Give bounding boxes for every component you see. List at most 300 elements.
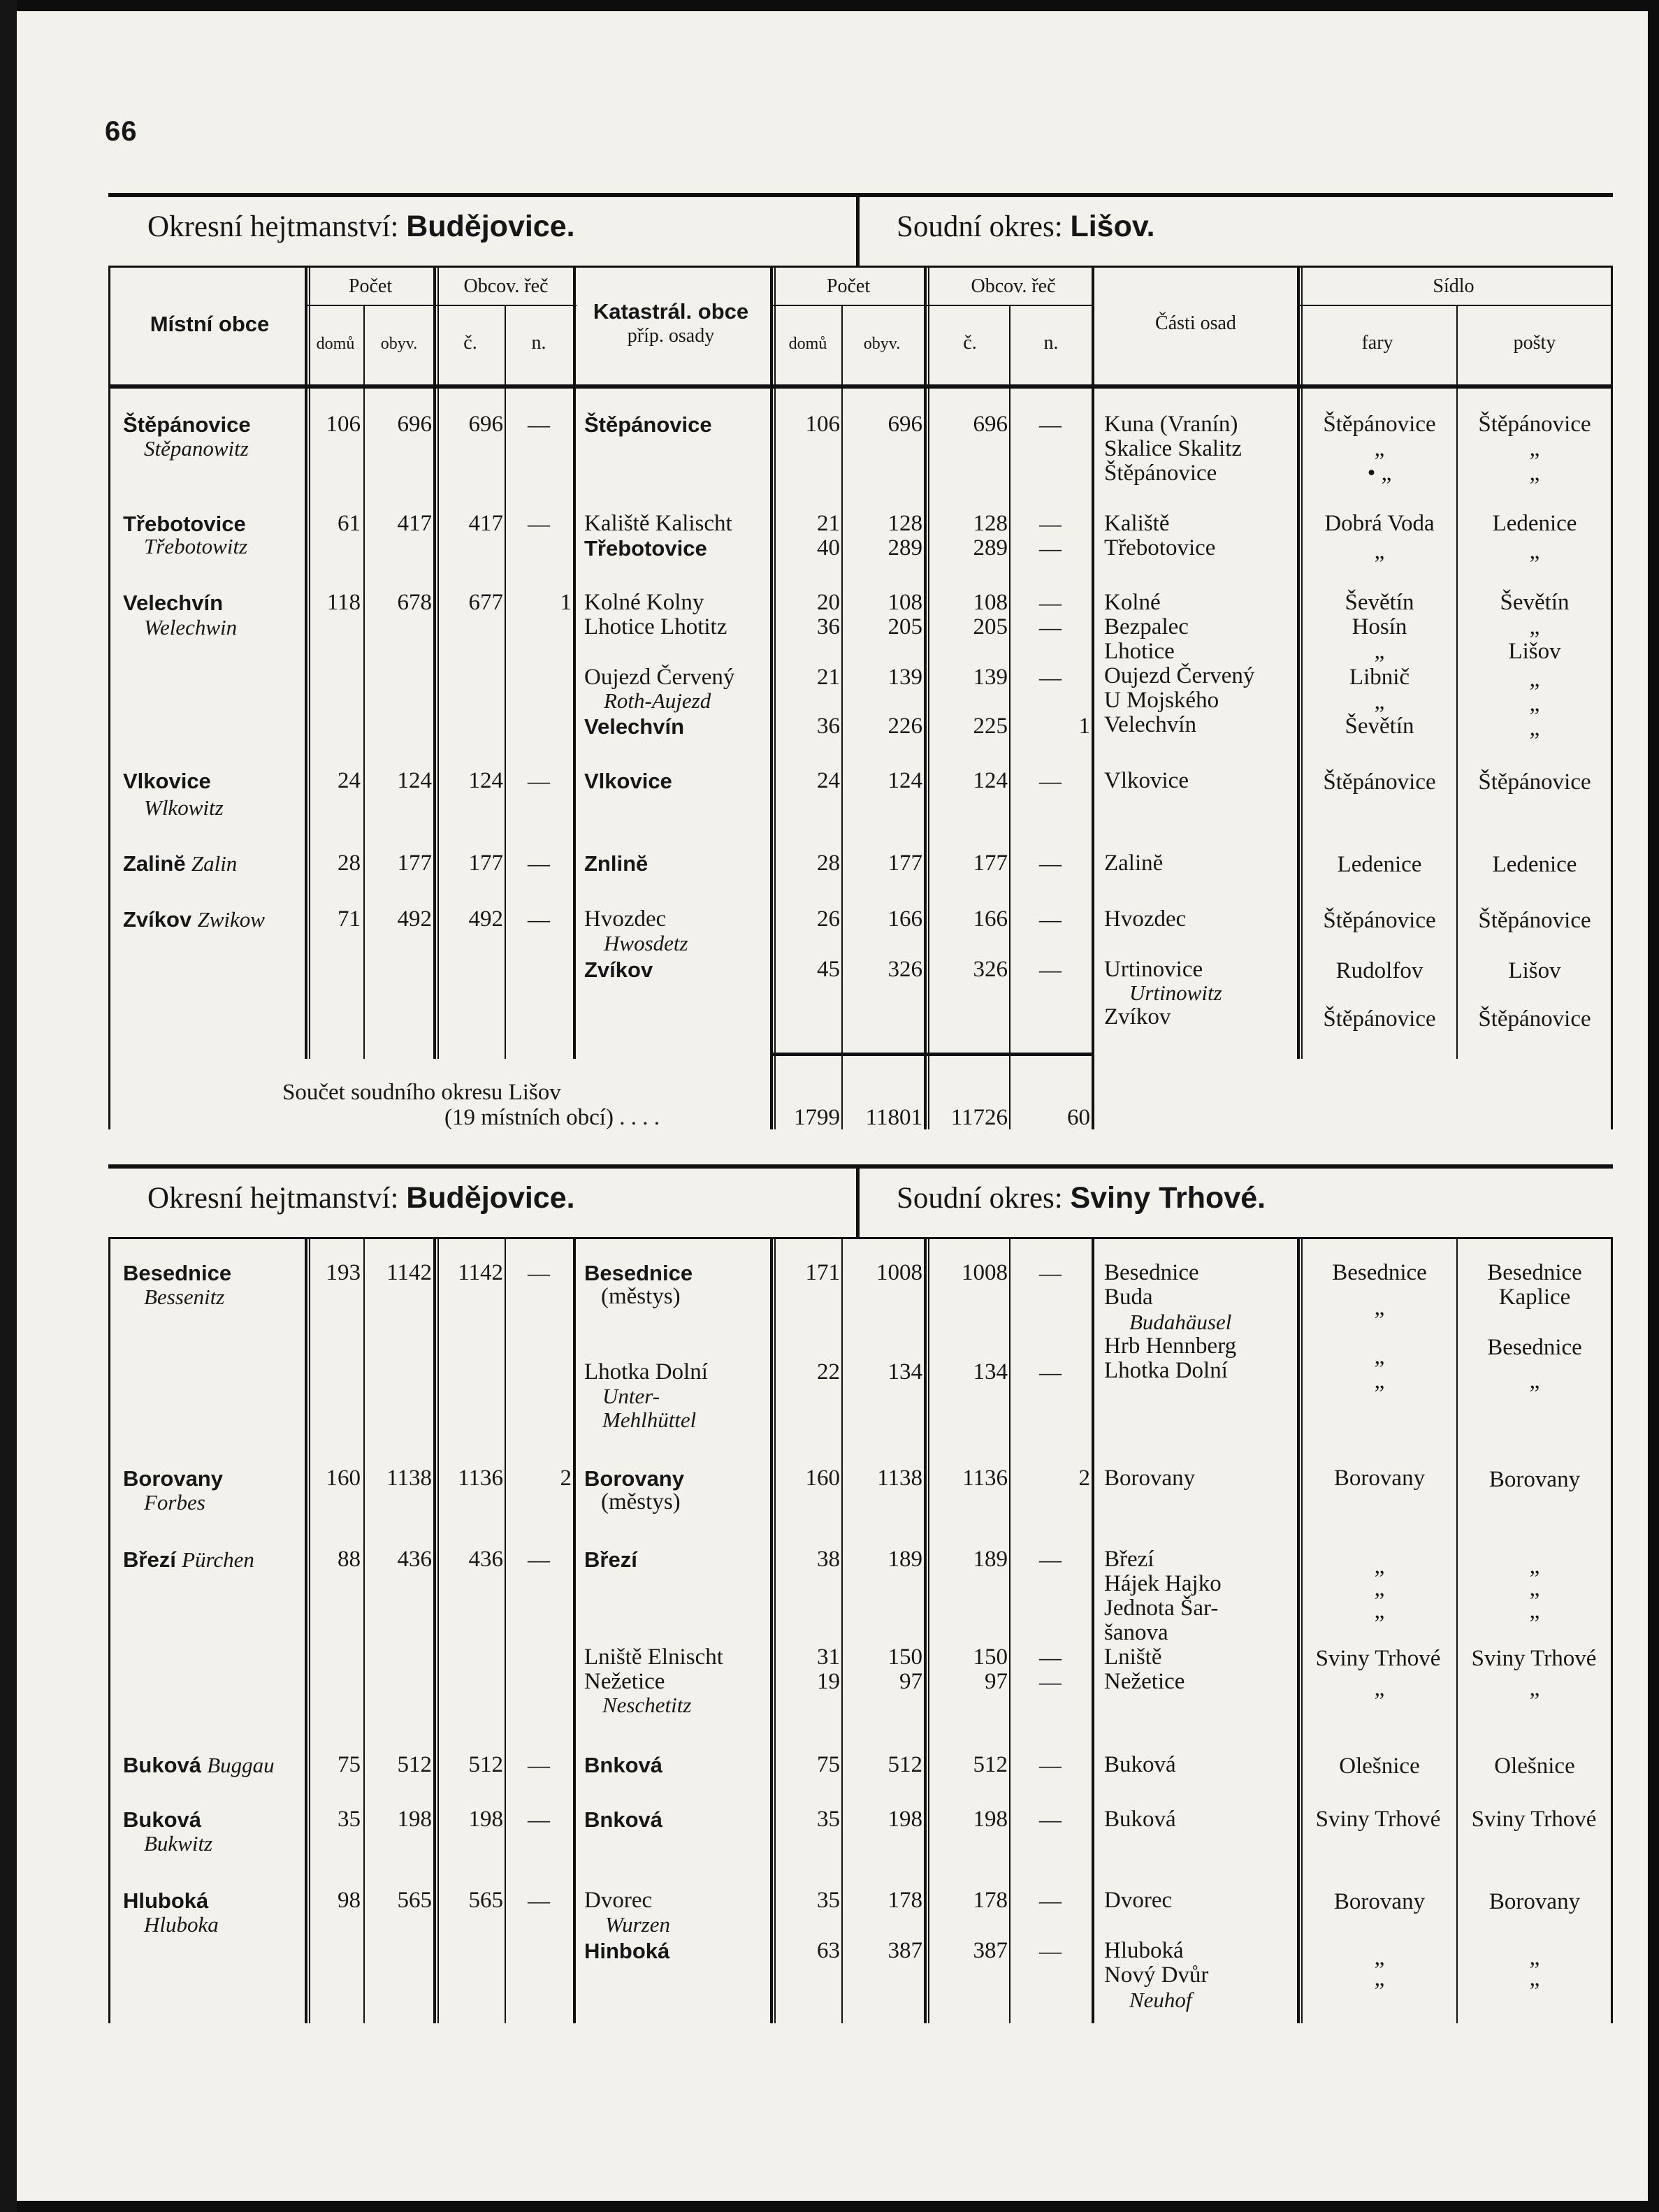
table-cell: 160 (326, 1466, 361, 1491)
table-cell: 36 (817, 614, 840, 639)
table-cell: „ (1529, 461, 1540, 486)
table-cell: Březí Pürchen (123, 1547, 254, 1572)
table-cell: Lhotice Lhotitz (584, 614, 727, 639)
table-cell: Borovany (1488, 1889, 1581, 1914)
table-cell: — (528, 1807, 550, 1832)
page-number: 66 (105, 116, 138, 147)
table-cell: — (1039, 665, 1062, 690)
table-cell: 436 (397, 1547, 432, 1572)
table-cell: 225 (973, 714, 1008, 739)
table-cell: Lniště Elnischt (584, 1644, 723, 1670)
rule-line (307, 305, 577, 306)
table-cell: Štěpánovice (1104, 461, 1217, 486)
table-cell: 28 (338, 851, 361, 876)
table-cell: 512 (468, 1752, 503, 1777)
table-cell: 166 (973, 906, 1008, 932)
table-cell: Hluboka (144, 1912, 219, 1937)
table-cell: Lniště (1104, 1644, 1162, 1670)
table-cell: — (1039, 957, 1062, 982)
table-cell: 35 (817, 1807, 840, 1832)
col-header-pocet: Počet (348, 275, 393, 297)
table-cell: 63 (817, 1938, 840, 1963)
rule-line (928, 266, 929, 1129)
page-border-left (0, 0, 17, 2212)
rule-line (108, 266, 110, 1129)
table-cell: „ (1529, 1676, 1540, 1701)
table-cell: „ (1374, 1966, 1385, 1991)
table-cell: „ (1529, 1576, 1540, 1601)
table-cell: Hvozdec (1104, 906, 1187, 932)
table-cell: Hluboká (1104, 1938, 1184, 1963)
col-header-domu-2: domů (788, 335, 827, 353)
col-header-katastral-1: Katastrál. obce (593, 299, 749, 324)
table-cell: „ (1374, 539, 1385, 564)
table-cell: 97 (985, 1669, 1008, 1694)
table-cell: Borovany (1333, 1466, 1426, 1491)
col-header-domu: domů (316, 335, 355, 353)
table-cell: — (528, 906, 550, 932)
summary-label: Součet soudního okresu Lišov (282, 1080, 561, 1105)
table-cell: (městys) (601, 1489, 681, 1515)
table-cell: 198 (973, 1807, 1008, 1832)
table-cell: Vlkovice (123, 769, 211, 793)
table-cell: Znlinĕ (584, 851, 649, 876)
section-header-lisov (108, 193, 1613, 268)
table-cell: Dvorec (1104, 1888, 1173, 1913)
table-cell: Třebotovice (584, 536, 707, 561)
table-cell: 2 (1078, 1466, 1090, 1491)
table-cell: 417 (468, 511, 503, 536)
table-cell: 150 (973, 1644, 1008, 1670)
table-cell: Štěpánovice (1323, 908, 1436, 933)
table-cell: 696 (397, 412, 432, 437)
table-cell: 139 (973, 665, 1008, 690)
table-cell: — (1039, 1669, 1062, 1694)
table-cell: 21 (817, 665, 840, 690)
table-cell: — (1039, 590, 1062, 615)
col-header-posty: pošty (1513, 332, 1556, 354)
table-cell: „ (1529, 667, 1540, 692)
table-cell: 160 (805, 1466, 840, 1491)
district-value: Budějovice. (406, 1181, 575, 1215)
table-cell: • „ (1367, 461, 1392, 486)
table-cell: Buková (1104, 1752, 1176, 1777)
table-cell: Buková (123, 1807, 201, 1832)
table-cell: — (1039, 1938, 1062, 1963)
col-header-obyv-2: obyv. (863, 335, 901, 353)
table-cell: Borovany (584, 1466, 684, 1491)
table-cell: Nežetice (584, 1669, 665, 1694)
court-label: Soudní okres: (897, 1182, 1063, 1215)
table-cell: Bezpalec (1104, 614, 1189, 639)
table-cell: Olešnice (1339, 1754, 1420, 1779)
table-cell: 512 (397, 1752, 432, 1777)
rule-line (924, 1237, 927, 2023)
table-cell: Bnková (584, 1753, 662, 1777)
table-cell: — (528, 1888, 550, 1913)
rule-line (1092, 266, 1094, 1129)
table-cell: 21 (817, 511, 840, 536)
table-cell: „ (1374, 1676, 1385, 1701)
table-cell: 189 (973, 1547, 1008, 1572)
table-cell: 124 (973, 768, 1008, 793)
table-cell: 118 (326, 590, 361, 615)
table-cell: „ (1374, 1368, 1385, 1394)
table-cell: Ševětín (1345, 590, 1414, 615)
table-cell: — (528, 1547, 550, 1572)
rule-line (433, 266, 436, 1059)
rule-line (770, 1237, 773, 2023)
table-cell: — (1039, 614, 1062, 639)
table-cell: „ (1529, 1554, 1540, 1579)
rule-line (924, 266, 927, 1129)
table-cell: Třebotovice (1104, 535, 1216, 561)
table-cell: Nový Dvůr (1104, 1962, 1209, 1988)
district-label: Okresní hejtmanství: (147, 210, 399, 243)
col-header-c: č. (463, 332, 477, 354)
table-cell: Wurzen (605, 1912, 670, 1937)
table-cell: Lišov (1508, 639, 1561, 664)
table-cell: 24 (338, 768, 361, 793)
table-cell: „ (1529, 1966, 1540, 1991)
table-cell: 150 (888, 1644, 922, 1670)
table-cell: „ (1529, 1368, 1540, 1394)
table-cell: „ (1529, 539, 1540, 564)
table-cell: 696 (888, 412, 922, 437)
rule-line (1297, 1237, 1300, 2023)
table-cell: Březí (584, 1547, 637, 1572)
court-value: Sviny Trhové. (1070, 1181, 1266, 1215)
table-cell: Štěpánovice (1478, 412, 1591, 437)
table-cell: 1008 (962, 1260, 1008, 1285)
col-header-c-2: č. (963, 332, 977, 354)
table-cell: — (1039, 1260, 1062, 1285)
table-cell: Zvíkov (584, 957, 653, 982)
table-cell: 677 (468, 590, 503, 615)
table-cell: Štěpánovice (584, 412, 712, 437)
table-cell: — (528, 851, 550, 876)
table-cell: „ (1374, 639, 1385, 664)
table-cell: — (1039, 906, 1062, 932)
table-cell: Štěpánovice (1323, 1006, 1436, 1032)
table-cell: 512 (888, 1752, 922, 1777)
table-cell: Hinboká (584, 1939, 670, 1963)
table-cell: „ (1529, 716, 1540, 741)
table-cell: „ (1529, 1598, 1540, 1624)
table-cell: Besednice (123, 1261, 232, 1285)
table-cell: Ledenice (1337, 852, 1422, 877)
table-cell: Buková Buggau (123, 1753, 275, 1777)
table-cell: 189 (888, 1547, 922, 1572)
table-cell: 139 (888, 665, 922, 690)
table-cell: — (528, 1260, 550, 1285)
rule-line (770, 1053, 1093, 1056)
table-cell: 177 (888, 851, 922, 876)
rule-line (309, 266, 310, 1059)
table-cell: 387 (888, 1938, 922, 1963)
table-cell: 1136 (962, 1466, 1008, 1491)
table-cell: Oujezd Červený (584, 665, 735, 690)
col-header-casti-osad: Části osad (1155, 312, 1236, 334)
table-cell: Jednota Šar- (1104, 1596, 1219, 1621)
table-cell: Lhotice (1104, 639, 1175, 664)
table-cell: Vlkovice (584, 769, 672, 793)
table-cell: 166 (888, 906, 922, 932)
table-cell: Borovany (123, 1466, 223, 1491)
col-header-obyv: obyv. (380, 335, 418, 353)
table-cell: Ševětín (1345, 714, 1414, 739)
rule-line (1092, 1237, 1094, 2023)
table-cell: 177 (397, 851, 432, 876)
table-cell: 326 (888, 957, 922, 982)
rule-line (573, 266, 576, 1059)
table-cell: 198 (397, 1807, 432, 1832)
table-cell: 134 (973, 1359, 1008, 1385)
table-cell: Nežetice (1104, 1669, 1185, 1694)
table-cell: — (1039, 535, 1062, 561)
table-cell: Štěpánovice (1323, 412, 1436, 437)
table-cell: 417 (397, 511, 432, 536)
table-cell: „ (1374, 1598, 1385, 1624)
table-cell: Hosín (1352, 614, 1407, 639)
table-cell: Bukwitz (144, 1831, 213, 1856)
table-cell: Sviny Trhové (1471, 1646, 1597, 1671)
table-cell: 24 (817, 768, 840, 793)
table-cell: — (528, 412, 550, 437)
table-cell: — (1039, 768, 1062, 793)
table-cell: — (1039, 1644, 1062, 1670)
table-cell: Welechwin (144, 615, 238, 639)
rule-line (437, 266, 439, 1059)
table-cell: 436 (468, 1547, 503, 1572)
table-cell: 1138 (877, 1466, 922, 1491)
table-cell: Ledenice (1492, 511, 1577, 536)
table-cell: 11801 (865, 1105, 922, 1130)
table-cell: Sviny Trhové (1315, 1646, 1441, 1671)
table-cell: Borovany (1488, 1467, 1581, 1492)
table-cell: Mehlhüttel (602, 1408, 697, 1432)
table-cell: Unter- (602, 1384, 660, 1408)
table-cell: Rudolfov (1335, 958, 1423, 983)
table-cell: 1142 (458, 1260, 503, 1285)
table-cell: Zalinĕ Zalin (123, 851, 238, 876)
table-cell: „ (1374, 1295, 1385, 1320)
table-cell: U Mojského (1104, 688, 1219, 713)
court-label: Soudní okres: (897, 210, 1063, 243)
table-cell: Kaliště (1104, 511, 1170, 536)
table-cell: 35 (338, 1807, 361, 1832)
table-cell: 678 (397, 590, 432, 615)
table-cell: 205 (888, 614, 922, 639)
table-cell: 193 (326, 1260, 361, 1285)
table-cell: 106 (326, 412, 361, 437)
table-cell: Buda (1104, 1285, 1153, 1310)
table-cell: Borovany (1104, 1466, 1196, 1491)
table-cell: — (1039, 1752, 1062, 1777)
table-cell: Besednice (584, 1261, 693, 1285)
rule-line (305, 266, 307, 1059)
table-cell: „ (1529, 1945, 1540, 1970)
table-cell: „ (1374, 689, 1385, 714)
table-cell: 565 (468, 1888, 503, 1913)
table-cell: 45 (817, 957, 840, 982)
table-cell: 31 (817, 1644, 840, 1670)
table-cell: 71 (338, 906, 361, 932)
rule-line (770, 266, 773, 1129)
table-cell: — (1039, 1547, 1062, 1572)
rule-line (108, 1237, 110, 2023)
table-cell: 75 (338, 1752, 361, 1777)
table-cell: 289 (888, 535, 922, 561)
table-cell: Zvíkov Zwikow (123, 907, 265, 932)
table-cell: 205 (973, 614, 1008, 639)
table-cell: — (1039, 1888, 1062, 1913)
col-header-n: n. (531, 332, 546, 354)
table-cell: Dobrá Voda (1324, 511, 1435, 536)
col-header-katastral-2: příp. osady (627, 325, 715, 347)
table-cell: „ (1374, 1344, 1385, 1369)
table-cell: Dvorec (584, 1888, 653, 1913)
table-cell: 492 (468, 906, 503, 932)
obec-german-name: Stěpanowitz (144, 436, 249, 461)
district-label: Okresní hejtmanství: (147, 1182, 399, 1215)
table-cell: Lhotka Dolní (1104, 1358, 1228, 1383)
table-cell: 61 (338, 511, 361, 536)
table-cell: Borovany (1333, 1889, 1426, 1914)
table-cell: 97 (899, 1669, 922, 1694)
table-cell: Bnková (584, 1807, 662, 1832)
table-cell: Hrb Hennberg (1104, 1333, 1237, 1359)
table-cell: — (528, 511, 550, 536)
table-cell: Besednice (1487, 1260, 1582, 1285)
col-header-fary: fary (1361, 332, 1393, 354)
table-cell: Třebotovice (123, 512, 246, 536)
table-cell: Neuhof (1129, 1988, 1192, 2012)
table-cell: — (1039, 1807, 1062, 1832)
table-cell: Kolné Kolny (584, 590, 704, 615)
table-cell: 696 (973, 412, 1008, 437)
table-cell: „ (1529, 691, 1540, 716)
table-cell: Velechvín (584, 714, 685, 739)
table-cell: 108 (973, 590, 1008, 615)
rule-line (772, 305, 1094, 306)
table-cell: Besednice (1332, 1260, 1427, 1285)
rule-line (774, 266, 776, 1129)
table-cell: „ (1529, 614, 1540, 639)
table-cell: Urtinowitz (1129, 981, 1222, 1005)
table-cell: 128 (888, 511, 922, 536)
table-cell: 178 (888, 1888, 922, 1913)
table-cell: „ (1374, 1945, 1385, 1970)
table-cell: 38 (817, 1547, 840, 1572)
table-cell: Besednice (1104, 1260, 1199, 1285)
table-cell: 98 (338, 1888, 361, 1913)
table-cell: Zalinĕ (1104, 851, 1164, 876)
table-cell: Kaliště Kalischt (584, 511, 732, 536)
table-cell: 198 (888, 1807, 922, 1832)
table-cell: Vlkovice (1104, 768, 1189, 793)
table-cell: Kaplice (1498, 1285, 1571, 1310)
col-header-sidlo: Sídlo (1433, 275, 1475, 297)
table-cell: 177 (973, 851, 1008, 876)
table-cell: 289 (973, 535, 1008, 561)
table-cell: Hluboká (123, 1888, 209, 1913)
section-header-sviny-trhove (108, 1164, 1613, 1239)
table-cell: Sviny Trhové (1471, 1807, 1597, 1832)
table-cell: 28 (817, 851, 840, 876)
table-cell: 134 (888, 1359, 922, 1385)
table-cell: 492 (397, 906, 432, 932)
table-cell: šanova (1104, 1620, 1168, 1645)
table-cell: 178 (973, 1888, 1008, 1913)
table-cell: 1136 (458, 1466, 503, 1491)
table-cell: 124 (888, 768, 922, 793)
table-cell: 1 (1078, 714, 1090, 739)
table-cell: — (1039, 851, 1062, 876)
table-cell: 2 (560, 1466, 572, 1491)
table-cell: — (528, 768, 550, 793)
court-value: Lišov. (1070, 210, 1155, 243)
table-cell: Besednice (1487, 1335, 1582, 1360)
table-cell: 1138 (386, 1466, 432, 1491)
rule-line (1297, 266, 1300, 1059)
table-cell: 696 (468, 412, 503, 437)
table-cell: 60 (1067, 1105, 1090, 1130)
table-cell: Štěpánovice (1323, 769, 1436, 795)
table-cell: Ledenice (1492, 852, 1577, 877)
district-value: Budějovice. (406, 210, 575, 243)
table-cell: „ (1374, 1576, 1385, 1601)
table-cell: „ (1374, 436, 1385, 461)
table-cell: Neschetitz (602, 1693, 692, 1717)
table-cell: Ševětín (1500, 590, 1570, 615)
table-cell: 512 (973, 1752, 1008, 1777)
table-cell: Hvozdec (584, 906, 667, 932)
table-cell: 171 (805, 1260, 840, 1285)
table-cell: 20 (817, 590, 840, 615)
table-cell: Oujezd Červený (1104, 663, 1255, 688)
table-cell: 1142 (386, 1260, 432, 1285)
table-cell: Březí (1104, 1547, 1154, 1572)
table-cell: Lišov (1508, 958, 1561, 983)
table-cell: — (1039, 412, 1062, 437)
table-cell: Velechvín (1104, 712, 1196, 737)
table-cell: Wlkowitz (144, 795, 224, 820)
summary-label-2: (19 místních obcí) . . . . (444, 1105, 660, 1130)
table-cell: 19 (817, 1669, 840, 1694)
col-header-mistni-obce: Místní obce (150, 312, 270, 336)
table-cell: 11726 (950, 1105, 1008, 1130)
table-cell: 198 (468, 1807, 503, 1832)
col-header-pocet-2: Počet (826, 275, 871, 297)
table-cell: 26 (817, 906, 840, 932)
table-cell: 226 (888, 714, 922, 739)
table-cell: Buková (1104, 1807, 1176, 1832)
table-cell: Bessenitz (144, 1285, 225, 1309)
table-cell: 35 (817, 1888, 840, 1913)
rule-line (573, 1237, 576, 2023)
table-cell: 88 (338, 1547, 361, 1572)
col-header-obcov-rec-2: Obcov. řeč (971, 275, 1056, 297)
table-cell: 124 (468, 768, 503, 793)
rule-line (433, 1237, 436, 2023)
table-cell: — (1039, 1359, 1062, 1385)
table-cell: Velechvín (123, 591, 224, 615)
table-cell: Urtinovice (1104, 957, 1203, 982)
table-cell: Štěpánovice (1478, 1006, 1591, 1032)
table-cell: Kuna (Vranín) (1104, 412, 1238, 437)
table-cell: 128 (973, 511, 1008, 536)
